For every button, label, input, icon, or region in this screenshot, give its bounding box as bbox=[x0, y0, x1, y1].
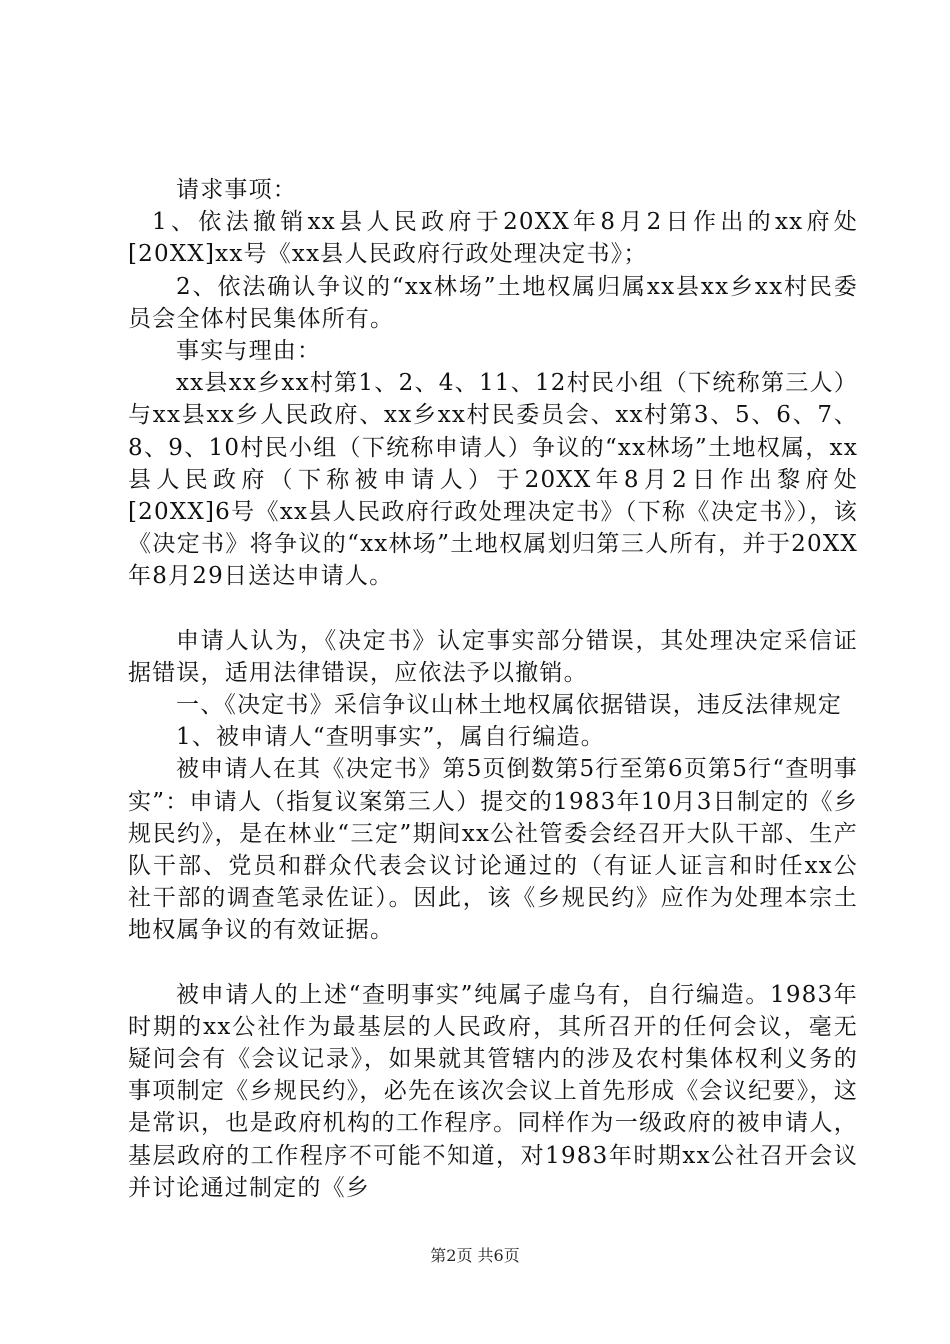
paragraph-gap bbox=[128, 947, 858, 979]
document-body bbox=[128, 174, 858, 1204]
subsection-1-heading: 1、被申请人“查明事实”，属自行编造。 bbox=[176, 724, 605, 751]
section-1-heading: 一、《决定书》采信争议山林土地权属依据错误，违反法律规定 bbox=[176, 692, 843, 719]
request-item-1: 1、依法撤销xx县人民政府于20XX年8月2日作出的xx府处[20XX]xx号《xx县人民政府行政处理决定书》； bbox=[128, 209, 858, 268]
heading-request-items: 请求事项： bbox=[176, 177, 297, 203]
facts-paragraph: xx县xx乡xx村第1、2、4、11、12村民小组（下统称第三人）与xx县xx乡人民政府、xx乡xx村民委员会、xx村第3、5、6、7、8、9、10村民小组（下统称申请人）争议的“xx林场”土地权属，xx县人民政府（下称被申请人）于20XX年8月2日作出黎府处[20XX]6号《xx县人民政府行政处理决定书》（下称《决定书》），该《决定书》将争议的“xx林场”土地权属划归第三人所有，并于20XX年8月29日送达申请人。 bbox=[128, 370, 858, 590]
applicant-opinion-paragraph: 申请人认为，《决定书》认定事实部分错误，其处理决定采信证据错误，适用法律错误，应依法予以撤销。 bbox=[128, 627, 858, 686]
findings-paragraph: 被申请人在其《决定书》第5页倒数第5行至第6页第5行“查明事实”：申请人（指复议案第三人）提交的1983年10月3日制定的《乡规民约》，是在林业“三定”期间xx公社管委会经召开大队干部、生产队干部、党员和群众代表会议讨论通过的（有证人证言和时任xx公社干部的调查笔录佐证）。因此，该《乡规民约》应作为处理本宗土地权属争议的有效证据。 bbox=[128, 756, 858, 944]
rebuttal-paragraph: 被申请人的上述“查明事实”纯属子虚乌有，自行编造。1983年时期的xx公社作为最基层的人民政府，其所召开的任何会议，毫无疑问会有《会议记录》，如果就其管辖内的涉及农村集体权利义务的事项制定《乡规民约》，必先在该次会议上首先形成《会议纪要》，这是常识，也是政府机构的工作程序。同样作为一级政府的被申请人，基层政府的工作程序不可能不知道，对1983年时期xx公社召开会议并讨论通过制定的《乡 bbox=[128, 981, 858, 1201]
paragraph-gap bbox=[128, 593, 858, 625]
heading-facts-reasons: 事实与理由： bbox=[176, 338, 322, 365]
request-item-2: 2、依法确认争议的“xx林场”土地权属归属xx县xx乡xx村民委员会全体村民集体所有。 bbox=[128, 273, 858, 332]
page-footer: 第2页 共6页 bbox=[430, 1246, 520, 1265]
